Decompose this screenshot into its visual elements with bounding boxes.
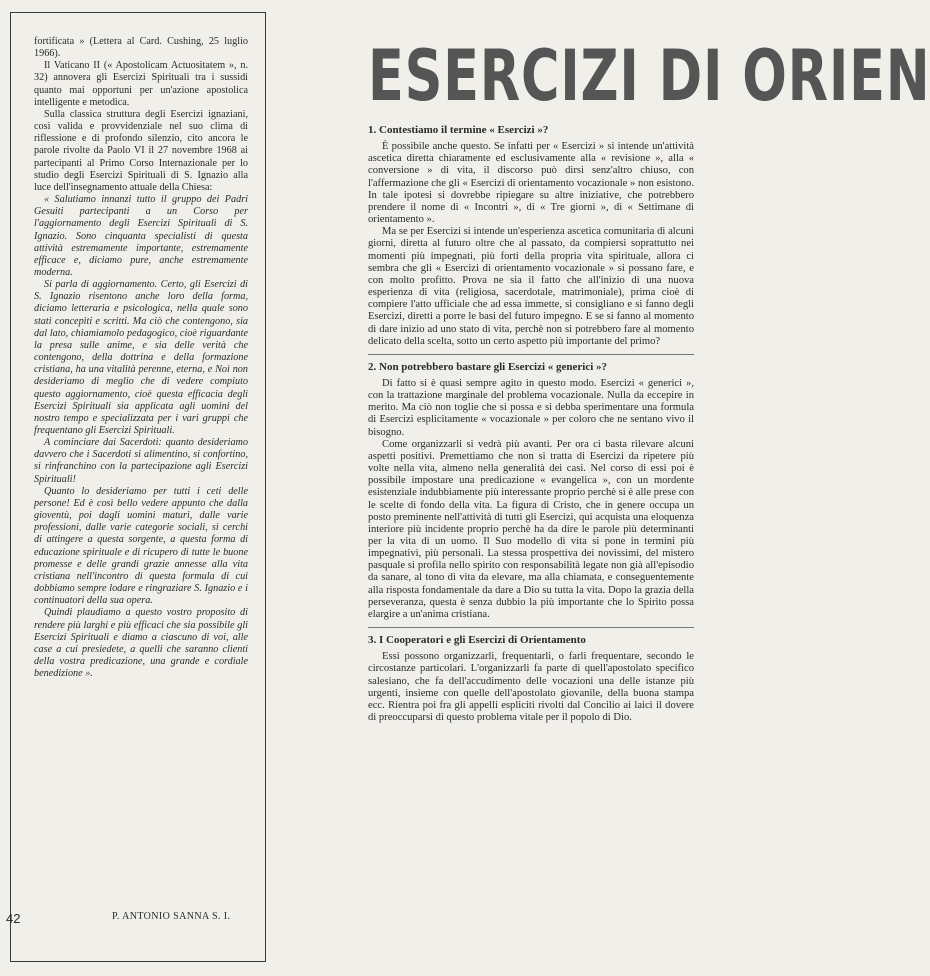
section-heading: 2. Non potrebbero bastare gli Esercizi « generici »? [368,360,608,373]
section-paragraph: Ma se per Esercizi si intende un'esperienza ascetica comunitaria di alcuni giorni, diretta al futuro oltre che al passato, da compiersi soprattutto nei momenti più impegnati, più forti della propria vita spirituale, allora ci sembra che gli « Esercizi di orientamento vocazionale » si possano fare, e con molto profitto. Prova ne sia il fatto che all'inizio di una nuova esperienza di vita (religiosa, sacerdotale, matrimoniale), prima cioè di compiere l'atto ufficiale che ad essa immette, si consigliano e si fanno degli Esercizi, diretti a porre le basi del futuro impegno. E se si fanno al momento di dare inizio ad uno stato di vita, perchè non si potrebbero fare al momento delicato della scelta, sotto un certo aspetto più importante del primo? [368,226,694,347]
page-number: 42 [6,911,21,926]
section-paragraph: È possibile anche questo. Se infatti per « Esercizi » si intende un'attività ascetica diretta chiaramente ed esclusivamente alla « revisione », alla « conversione » di vita, il discorso può dirsi senz'altro chiuso, con l'affermazione che gli « Esercizi di orientamento vocazionale » non esistono. In tale ipotesi si dovrebbe ripiegare su altre iniziative, che potrebbero prendere il nome di « Incontri », di « Tre giorni », di « Settimane di orientamento ». [368,141,694,226]
section-paragraph: Essi possono organizzarli, frequentarli, o farli frequentare, secondo le circostanze particolari. L'organizzarli fa parte di quell'apostolato specifico salesiano, che fa dell'accudimento delle vocazioni una delle istanze più urgenti, insieme con quelle dell'apostolato giovanile, della buona stampa ecc. Rientra poi fra gli appelli espliciti rivolti dal Concilio ai laici il dovere di preoccuparsi di questo problema vitale per il popolo di Dio. [368,651,694,724]
section-heading: 1. Contestiamo il termine « Esercizi »? [368,124,549,136]
author-signature: P. ANTONIO SANNA S. I. [112,911,231,922]
article-headline: ESERCIZI DI ORIEN [368,35,930,117]
section-divider [368,627,694,628]
section-divider [368,354,694,355]
section-paragraph: Come organizzarli si vedrà più avanti. Per ora ci basta rilevare alcuni aspetti positivi. Premettiamo che non si tratta di Esercizi da ripetere più volte nella vita, almeno nella generalità dei casi. Nel corso di essi poi è possibile impostare una predicazione « evangelica », con un mordente esistenziale indubbiamente più interessante proprio perchè si è alle prese con le scelte di fondo della vita. La figura di Cristo, che in genere occupa un posto preminente nell'attività di tutti gli Esercizi, qui acquista una eloquenza interiore più incidente proprio perchè ha da dire le parole più determinanti per la vita di un uomo. Il Suo modello di vita si pone in termini più impegnativi, più personali. La stessa prospettiva dei novissimi, del mistero pasquale si profila nello spirito con responsabilità legate non già all'episodio da sanare, al tono di vita da elevare, ma alla chiamata, e conseguentemente alla risposta fondamentale da dare a Dio su tutta la vita. Dopo la grazia della perseveranza, questa è senza dubbio la più importante che lo Spirito possa elargire a un'anima cristiana. [368,438,694,620]
left-paragraph: Il Vaticano II (« Apostolicam Actuositatem », n. 32) annovera gli Esercizi Spirituali tra i sussidi quanto mai opportuni per un'azione apostolica intelligente e metodica. [34,60,248,108]
right-column [368,124,694,724]
quote-paragraph: Si parla di aggiornamento. Certo, gli Esercizi di S. Ignazio risentono anche loro della forma, diciamo letteraria e psicologica, nella quale sono stati concepiti e scritti. Ma ciò che contengono, sia dal lato, chiamiamolo pedagogico, cioè riguardante la presa sulle anime, e sia delle verità che contengono, della dottrina e della formazione cristiana, ha una vitalità perenne, eterna, e Noi non desideriamo di meglio che di vedere compiuto questo aggiornamento, cioè questa efficacia degli Esercizi Spirituali sia applicata agli uomini del nostro tempo e specializzata per i vari gruppi che frequentano gli Esercizi Spirituali. [34,279,248,436]
left-column [34,36,248,680]
quote-paragraph: Quanto lo desideriamo per tutti i ceti delle persone! Ed è così bello vedere appunto che dalla gioventù, poi dagli uomini maturi, dalle varie professioni, dalle varie categorie sociali, si cerchi di attingere a questa sorgente, a questa forma di educazione spirituale e di ricupero di tutte le buone promesse e delle grandi grazie annesse alla vita cristiana nell'incontro di questa formula di cui dobbiamo sempre lodare e ringraziare S. Ignazio e i continuatori della sua opera. [34,485,248,607]
section-paragraph: Di fatto si è quasi sempre agito in questo modo. Esercizi « generici », con la trattazione marginale del problema vocazionale. Nulla da eccepire in merito. Ma ciò non toglie che si possa e si debba sperimentare una formula di Esercizi esplicitamente « vocazionale » per coloro che ne sentano vivo il bisogno. [368,377,694,438]
left-paragraph: Sulla classica struttura degli Esercizi ignaziani, così valida e provvidenziale nel suo clima di riflessione e di profondo silenzio, cito ancora le parole rivolte da Paolo VI il 27 novembre 1968 ai partecipanti al Primo Corso Internazionale per lo studio degli Esercizi Spirituali di S. Ignazio alla luce dell'insegnamento attuale della Chiesa: [34,108,248,193]
quote-paragraph: Quindi plaudiamo a questo vostro proposito di rendere più larghi e più efficaci che sia possibile gli Esercizi Spirituali e diamo a ciascuno di voi, alle case a cui presiedete, a quelli che saranno clienti della vostra predicazione, una grande e cordiale benedizione ». [34,607,248,680]
quote-paragraph: « Salutiamo innanzi tutto il gruppo dei Padri Gesuiti partecipanti a un Corso per l'aggiornamento degli Esercizi Spirituali di S. Ignazio. Sono cinquanta specialisti di questa attività estremamente importante, estremamente efficace e, diciamo pure, anche estremamente moderna. [34,194,248,278]
quote-paragraph: A cominciare dai Sacerdoti: quanto desideriamo davvero che i Sacerdoti si alimentino, si confortino, si rinfranchino con la partecipazione agli Esercizi Spirituali! [34,437,248,485]
section-heading: 3. I Cooperatori e gli Esercizi di Orientamento [368,634,586,647]
left-paragraph: fortificata » (Lettera al Card. Cushing, 25 luglio 1966). [34,36,248,60]
